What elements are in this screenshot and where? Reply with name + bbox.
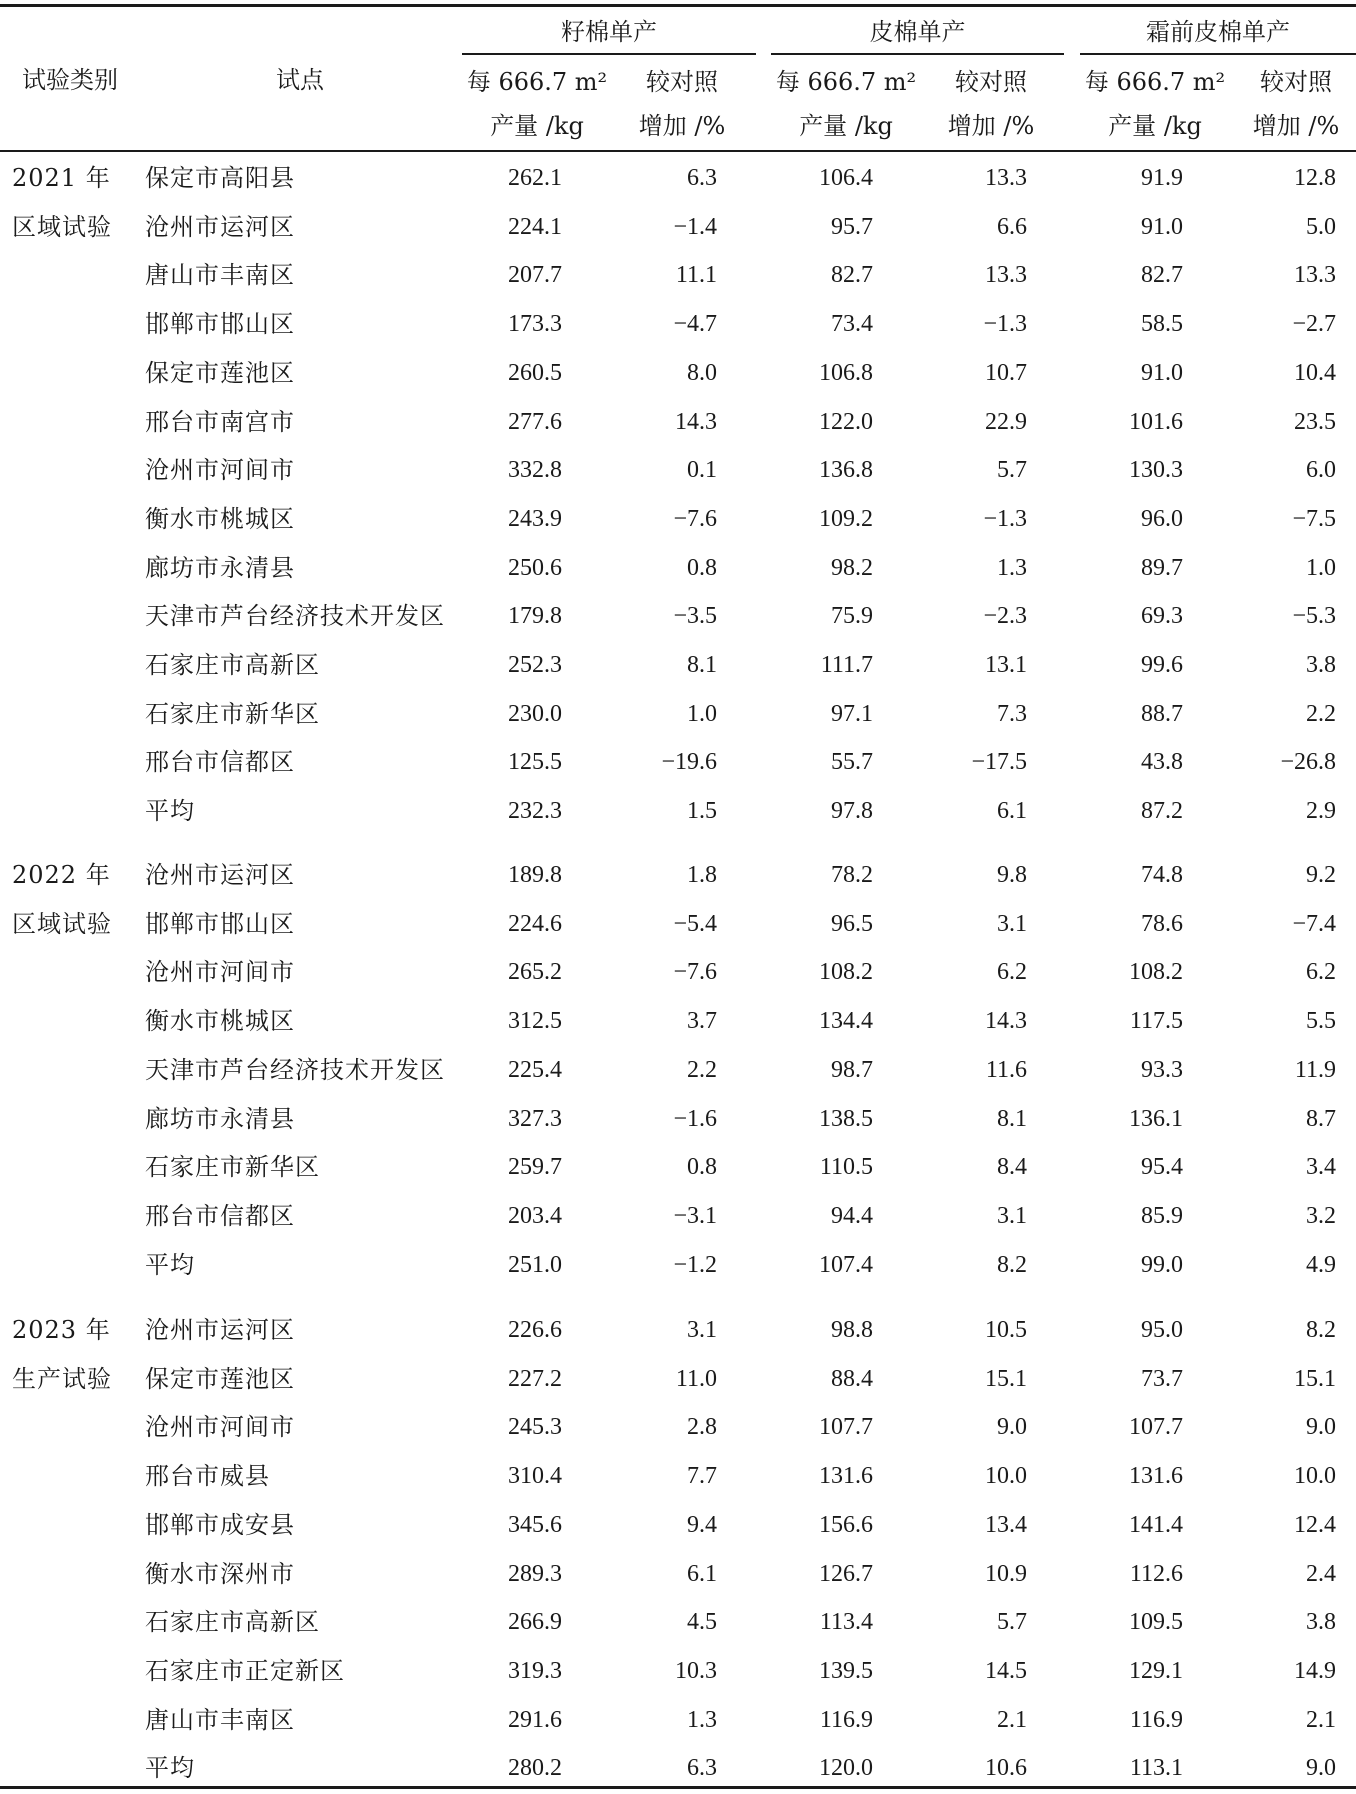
header-seed-yield-l2: 产量 /kg <box>490 112 584 140</box>
cell-lint-yield: 106.4 <box>819 165 873 191</box>
cell-seed-yield: 230.0 <box>508 700 562 727</box>
header-group-seed-cotton: 籽棉单产 <box>561 18 657 46</box>
cell-seed-increase: −19.6 <box>661 749 717 776</box>
cell-lint-increase: 1.3 <box>997 554 1027 581</box>
header-lint-yield-l1: 每 666.7 m² <box>775 68 917 96</box>
cell-seed-yield: 332.8 <box>508 457 562 484</box>
site-name: 平均 <box>145 1250 195 1279</box>
cell-lint-increase: −2.3 <box>983 603 1027 630</box>
cell-prefrost-yield: 99.6 <box>1141 652 1183 678</box>
cell-prefrost-yield: 99.0 <box>1141 1251 1183 1278</box>
cell-seed-increase: −5.4 <box>673 910 717 937</box>
cell-lint-increase: 8.2 <box>997 1251 1027 1278</box>
cell-prefrost-increase: 9.0 <box>1306 1414 1336 1441</box>
cell-seed-yield: 262.1 <box>508 165 562 191</box>
cell-seed-yield: 289.3 <box>508 1560 562 1587</box>
cell-seed-yield: 227.2 <box>508 1365 562 1392</box>
cell-seed-yield: 345.6 <box>508 1511 562 1538</box>
cell-seed-yield: 252.3 <box>508 652 562 678</box>
cell-prefrost-yield: 93.3 <box>1141 1056 1183 1083</box>
cell-lint-yield: 122.0 <box>819 408 873 435</box>
cell-seed-increase: 10.3 <box>675 1657 717 1684</box>
cell-prefrost-yield: 141.4 <box>1129 1511 1183 1538</box>
cell-prefrost-increase: 12.4 <box>1294 1511 1336 1538</box>
cell-prefrost-yield: 82.7 <box>1141 262 1183 289</box>
site-name: 石家庄市正定新区 <box>145 1656 345 1685</box>
cell-lint-yield: 98.7 <box>831 1056 873 1083</box>
cell-prefrost-increase: 2.4 <box>1306 1560 1336 1587</box>
cell-prefrost-yield: 96.0 <box>1141 505 1183 532</box>
cell-prefrost-increase: 6.0 <box>1306 457 1336 484</box>
site-name: 邢台市信都区 <box>145 1201 295 1230</box>
cell-seed-yield: 319.3 <box>508 1657 562 1684</box>
cell-seed-increase: −7.6 <box>673 505 717 532</box>
cell-prefrost-yield: 136.1 <box>1129 1105 1183 1132</box>
cell-prefrost-yield: 89.7 <box>1141 554 1183 581</box>
cell-lint-yield: 139.5 <box>819 1657 873 1684</box>
cell-seed-yield: 266.9 <box>508 1609 562 1636</box>
site-name: 唐山市丰南区 <box>145 1705 295 1734</box>
site-name: 石家庄市高新区 <box>145 1608 320 1637</box>
cell-prefrost-increase: 3.4 <box>1306 1154 1336 1181</box>
site-name: 沧州市运河区 <box>145 861 295 889</box>
cell-prefrost-increase: 10.0 <box>1294 1463 1336 1490</box>
cell-seed-yield: 312.5 <box>508 1008 562 1035</box>
cell-prefrost-yield: 88.7 <box>1141 700 1183 727</box>
cell-seed-yield: 243.9 <box>508 505 562 532</box>
cell-prefrost-yield: 130.3 <box>1129 457 1183 484</box>
cell-prefrost-yield: 58.5 <box>1141 311 1183 338</box>
cell-prefrost-yield: 74.8 <box>1141 862 1183 888</box>
cell-lint-increase: 3.1 <box>997 1202 1027 1229</box>
cell-seed-increase: 1.5 <box>687 798 717 825</box>
cell-seed-increase: 0.8 <box>687 554 717 581</box>
cell-seed-yield: 259.7 <box>508 1154 562 1181</box>
site-name: 石家庄市高新区 <box>145 651 320 679</box>
cell-lint-yield: 82.7 <box>831 262 873 289</box>
group-rule-prefrost-lint <box>1080 53 1356 55</box>
header-prefrost-yield-l1: 每 666.7 m² <box>1084 68 1226 96</box>
cell-lint-yield: 110.5 <box>819 1154 873 1181</box>
cell-seed-yield: 125.5 <box>508 749 562 776</box>
cell-lint-increase: 10.0 <box>985 1463 1027 1490</box>
cell-seed-increase: 9.4 <box>687 1511 717 1538</box>
cell-prefrost-yield: 78.6 <box>1141 910 1183 937</box>
cell-prefrost-increase: 6.2 <box>1306 959 1336 986</box>
cell-prefrost-yield: 69.3 <box>1141 603 1183 630</box>
cell-lint-increase: 13.4 <box>985 1511 1027 1538</box>
cell-prefrost-increase: −5.3 <box>1292 603 1336 630</box>
category-label: 2022 年 <box>12 861 111 889</box>
cell-prefrost-increase: 10.4 <box>1294 359 1336 386</box>
cell-seed-yield: 232.3 <box>508 798 562 825</box>
cell-lint-increase: −1.3 <box>983 505 1027 532</box>
site-name: 邯郸市成安县 <box>145 1510 295 1539</box>
category-label: 区域试验 <box>12 212 112 241</box>
cell-prefrost-yield: 43.8 <box>1141 749 1183 776</box>
cell-lint-yield: 107.4 <box>819 1251 873 1278</box>
cell-seed-increase: 14.3 <box>675 408 717 435</box>
cell-prefrost-increase: 9.2 <box>1306 862 1336 888</box>
cell-prefrost-yield: 91.0 <box>1141 213 1183 240</box>
site-name: 石家庄市新华区 <box>145 1153 320 1182</box>
cell-seed-yield: 189.8 <box>508 862 562 888</box>
category-label: 2023 年 <box>12 1316 111 1344</box>
cell-lint-increase: 6.2 <box>997 959 1027 986</box>
cell-prefrost-increase: −7.4 <box>1292 910 1336 937</box>
cell-lint-increase: 6.1 <box>997 798 1027 825</box>
cell-lint-yield: 134.4 <box>819 1008 873 1035</box>
cell-seed-yield: 225.4 <box>508 1056 562 1083</box>
cell-lint-increase: 7.3 <box>997 700 1027 727</box>
cell-prefrost-increase: 14.9 <box>1294 1657 1336 1684</box>
header-lint-yield-l2: 产量 /kg <box>799 112 893 140</box>
cell-lint-yield: 113.4 <box>819 1609 873 1636</box>
header-seed-yield-l1: 每 666.7 m² <box>466 68 608 96</box>
site-name: 平均 <box>145 1754 195 1783</box>
cell-lint-yield: 78.2 <box>831 862 873 888</box>
header-prefrost-inc-l2: 增加 /% <box>1252 112 1340 140</box>
cell-lint-yield: 156.6 <box>819 1511 873 1538</box>
cell-seed-increase: 8.0 <box>687 359 717 386</box>
cell-seed-increase: 0.1 <box>687 457 717 484</box>
table-top-rule <box>0 4 1356 7</box>
cell-lint-increase: 9.8 <box>997 862 1027 888</box>
header-lint-inc-l2: 增加 /% <box>947 112 1035 140</box>
group-rule-lint <box>771 53 1064 55</box>
cell-prefrost-yield: 116.9 <box>1129 1706 1183 1733</box>
cell-lint-increase: 13.3 <box>985 262 1027 289</box>
cell-prefrost-increase: 13.3 <box>1294 262 1336 289</box>
cell-seed-increase: 1.0 <box>687 700 717 727</box>
cell-lint-yield: 55.7 <box>831 749 873 776</box>
cell-prefrost-increase: 5.5 <box>1306 1008 1336 1035</box>
cell-lint-yield: 138.5 <box>819 1105 873 1132</box>
cell-seed-increase: −3.5 <box>673 603 717 630</box>
cell-prefrost-increase: −2.7 <box>1292 311 1336 338</box>
cell-prefrost-yield: 101.6 <box>1129 408 1183 435</box>
cell-seed-yield: 173.3 <box>508 311 562 338</box>
cell-seed-yield: 224.1 <box>508 213 562 240</box>
cell-prefrost-increase: 3.8 <box>1306 1609 1336 1636</box>
cell-lint-increase: 10.6 <box>985 1755 1027 1782</box>
cell-seed-increase: 3.1 <box>687 1317 717 1343</box>
cell-seed-yield: 203.4 <box>508 1202 562 1229</box>
cell-seed-increase: −1.6 <box>673 1105 717 1132</box>
cell-lint-increase: 15.1 <box>985 1365 1027 1392</box>
site-name: 邢台市南宫市 <box>145 407 295 436</box>
header-lint-inc-l1: 较对照 <box>955 68 1027 96</box>
cell-prefrost-yield: 95.4 <box>1141 1154 1183 1181</box>
cell-prefrost-increase: 2.1 <box>1306 1706 1336 1733</box>
cell-lint-yield: 116.9 <box>819 1706 873 1733</box>
cell-seed-increase: −4.7 <box>673 311 717 338</box>
cell-lint-increase: 6.6 <box>997 213 1027 240</box>
site-name: 衡水市桃城区 <box>145 1007 295 1036</box>
cell-lint-increase: 9.0 <box>997 1414 1027 1441</box>
cell-lint-yield: 111.7 <box>820 652 873 678</box>
site-name: 沧州市河间市 <box>145 1413 295 1442</box>
cell-seed-increase: 3.7 <box>687 1008 717 1035</box>
cell-prefrost-yield: 85.9 <box>1141 1202 1183 1229</box>
cell-prefrost-increase: 11.9 <box>1294 1056 1336 1083</box>
cell-seed-increase: 0.8 <box>687 1154 717 1181</box>
cell-prefrost-increase: 8.7 <box>1306 1105 1336 1132</box>
cell-lint-increase: 11.6 <box>985 1056 1027 1083</box>
cell-prefrost-yield: 87.2 <box>1141 798 1183 825</box>
header-site: 试点 <box>276 66 324 94</box>
site-name: 平均 <box>145 797 195 826</box>
category-label: 生产试验 <box>12 1364 112 1393</box>
cell-lint-yield: 97.1 <box>831 700 873 727</box>
cell-prefrost-increase: −26.8 <box>1280 749 1336 776</box>
cell-seed-yield: 277.6 <box>508 408 562 435</box>
cell-seed-increase: 11.0 <box>675 1365 717 1392</box>
cell-prefrost-increase: 3.8 <box>1306 652 1336 678</box>
cell-prefrost-increase: 4.9 <box>1306 1251 1336 1278</box>
cell-prefrost-yield: 107.7 <box>1129 1414 1183 1441</box>
cell-seed-yield: 224.6 <box>508 910 562 937</box>
site-name: 保定市莲池区 <box>145 358 295 387</box>
cell-prefrost-increase: 2.9 <box>1306 798 1336 825</box>
cell-seed-yield: 265.2 <box>508 959 562 986</box>
cell-lint-yield: 94.4 <box>831 1202 873 1229</box>
header-prefrost-inc-l1: 较对照 <box>1260 68 1332 96</box>
header-category: 试验类别 <box>22 66 118 94</box>
cell-seed-increase: 1.8 <box>687 862 717 888</box>
cell-lint-increase: −17.5 <box>971 749 1027 776</box>
category-label: 2021 年 <box>12 164 111 192</box>
cell-lint-increase: 5.7 <box>997 1609 1027 1636</box>
cell-seed-yield: 245.3 <box>508 1414 562 1441</box>
cell-prefrost-yield: 113.1 <box>1129 1755 1183 1782</box>
site-name: 衡水市深州市 <box>145 1559 295 1588</box>
site-name: 唐山市丰南区 <box>145 261 295 290</box>
cell-prefrost-yield: 91.9 <box>1141 165 1183 191</box>
site-name: 沧州市河间市 <box>145 958 295 987</box>
header-group-lint: 皮棉单产 <box>869 18 966 46</box>
cell-prefrost-increase: 5.0 <box>1306 213 1336 240</box>
cell-seed-increase: −7.6 <box>673 959 717 986</box>
cell-seed-yield: 280.2 <box>508 1755 562 1782</box>
cell-seed-increase: 2.2 <box>687 1056 717 1083</box>
site-name: 保定市莲池区 <box>145 1364 295 1393</box>
cell-lint-yield: 126.7 <box>819 1560 873 1587</box>
cell-seed-yield: 250.6 <box>508 554 562 581</box>
cell-prefrost-yield: 112.6 <box>1129 1560 1183 1587</box>
cell-seed-increase: −1.4 <box>673 213 717 240</box>
cell-prefrost-yield: 117.5 <box>1129 1008 1183 1035</box>
cell-prefrost-increase: −7.5 <box>1292 505 1336 532</box>
cell-lint-increase: 10.9 <box>985 1560 1027 1587</box>
cell-prefrost-increase: 1.0 <box>1306 554 1336 581</box>
header-seed-inc-l1: 较对照 <box>646 68 718 96</box>
cell-seed-increase: 11.1 <box>675 262 717 289</box>
site-name: 邯郸市邯山区 <box>145 310 295 339</box>
cell-lint-increase: 13.3 <box>985 165 1027 191</box>
site-name: 沧州市河间市 <box>145 456 295 485</box>
site-name: 邢台市威县 <box>145 1462 270 1491</box>
cell-prefrost-increase: 8.2 <box>1306 1317 1336 1343</box>
cell-prefrost-yield: 73.7 <box>1141 1365 1183 1392</box>
cell-seed-yield: 207.7 <box>508 262 562 289</box>
cell-lint-yield: 75.9 <box>831 603 873 630</box>
cell-prefrost-yield: 129.1 <box>1129 1657 1183 1684</box>
cell-lint-increase: 14.3 <box>985 1008 1027 1035</box>
cell-prefrost-increase: 2.2 <box>1306 700 1336 727</box>
cell-seed-increase: 8.1 <box>687 652 717 678</box>
cell-lint-yield: 107.7 <box>819 1414 873 1441</box>
cell-lint-increase: 13.1 <box>985 652 1027 678</box>
cell-prefrost-increase: 12.8 <box>1294 165 1336 191</box>
cell-seed-increase: −3.1 <box>673 1202 717 1229</box>
cell-prefrost-increase: 3.2 <box>1306 1202 1336 1229</box>
cell-lint-yield: 98.8 <box>831 1317 873 1343</box>
site-name: 天津市芦台经济技术开发区 <box>145 1055 445 1084</box>
category-label: 区域试验 <box>12 909 112 938</box>
cell-prefrost-yield: 95.0 <box>1141 1317 1183 1343</box>
cell-seed-yield: 291.6 <box>508 1706 562 1733</box>
cell-lint-yield: 108.2 <box>819 959 873 986</box>
cell-lint-yield: 95.7 <box>831 213 873 240</box>
cell-lint-increase: 3.1 <box>997 910 1027 937</box>
site-name: 邢台市信都区 <box>145 748 295 777</box>
cell-lint-yield: 136.8 <box>819 457 873 484</box>
cell-lint-yield: 96.5 <box>831 910 873 937</box>
cell-lint-yield: 97.8 <box>831 798 873 825</box>
cell-seed-yield: 251.0 <box>508 1251 562 1278</box>
header-bottom-rule <box>0 150 1356 152</box>
site-name: 衡水市桃城区 <box>145 504 295 533</box>
cell-seed-yield: 327.3 <box>508 1105 562 1132</box>
header-seed-inc-l2: 增加 /% <box>638 112 726 140</box>
cell-seed-increase: 2.8 <box>687 1414 717 1441</box>
site-name: 天津市芦台经济技术开发区 <box>145 602 445 631</box>
cell-lint-yield: 98.2 <box>831 554 873 581</box>
cell-seed-increase: 6.3 <box>687 165 717 191</box>
cell-seed-increase: 4.5 <box>687 1609 717 1636</box>
site-name: 石家庄市新华区 <box>145 699 320 728</box>
cell-prefrost-yield: 108.2 <box>1129 959 1183 986</box>
cell-seed-yield: 226.6 <box>508 1317 562 1343</box>
site-name: 邯郸市邯山区 <box>145 909 295 938</box>
cell-lint-increase: 5.7 <box>997 457 1027 484</box>
cell-seed-yield: 179.8 <box>508 603 562 630</box>
cell-prefrost-increase: 9.0 <box>1306 1755 1336 1782</box>
cell-lint-yield: 120.0 <box>819 1755 873 1782</box>
cell-lint-increase: 10.7 <box>985 359 1027 386</box>
header-group-prefrost-lint: 霜前皮棉单产 <box>1146 18 1290 46</box>
cell-prefrost-yield: 91.0 <box>1141 359 1183 386</box>
site-name: 保定市高阳县 <box>145 164 295 192</box>
cell-lint-yield: 106.8 <box>819 359 873 386</box>
cell-seed-increase: −1.2 <box>673 1251 717 1278</box>
cell-seed-increase: 6.3 <box>687 1755 717 1782</box>
site-name: 沧州市运河区 <box>145 1316 295 1344</box>
cell-lint-yield: 88.4 <box>831 1365 873 1392</box>
cell-lint-increase: 8.1 <box>997 1105 1027 1132</box>
cell-lint-increase: −1.3 <box>983 311 1027 338</box>
header-prefrost-yield-l2: 产量 /kg <box>1108 112 1202 140</box>
site-name: 廊坊市永清县 <box>145 553 295 582</box>
cell-lint-increase: 22.9 <box>985 408 1027 435</box>
cell-lint-increase: 8.4 <box>997 1154 1027 1181</box>
cell-lint-yield: 131.6 <box>819 1463 873 1490</box>
cell-prefrost-yield: 109.5 <box>1129 1609 1183 1636</box>
cell-prefrost-increase: 15.1 <box>1294 1365 1336 1392</box>
cell-seed-increase: 7.7 <box>687 1463 717 1490</box>
table-bottom-rule <box>0 1786 1356 1789</box>
cell-seed-yield: 310.4 <box>508 1463 562 1490</box>
group-rule-seed-cotton <box>462 53 756 55</box>
cell-lint-increase: 14.5 <box>985 1657 1027 1684</box>
cell-seed-increase: 6.1 <box>687 1560 717 1587</box>
cell-prefrost-yield: 131.6 <box>1129 1463 1183 1490</box>
cell-lint-increase: 10.5 <box>985 1317 1027 1343</box>
site-name: 沧州市运河区 <box>145 212 295 241</box>
cell-seed-yield: 260.5 <box>508 359 562 386</box>
cell-lint-increase: 2.1 <box>997 1706 1027 1733</box>
cell-seed-increase: 1.3 <box>687 1706 717 1733</box>
site-name: 廊坊市永清县 <box>145 1104 295 1133</box>
cell-lint-yield: 73.4 <box>831 311 873 338</box>
cell-prefrost-increase: 23.5 <box>1294 408 1336 435</box>
cell-lint-yield: 109.2 <box>819 505 873 532</box>
